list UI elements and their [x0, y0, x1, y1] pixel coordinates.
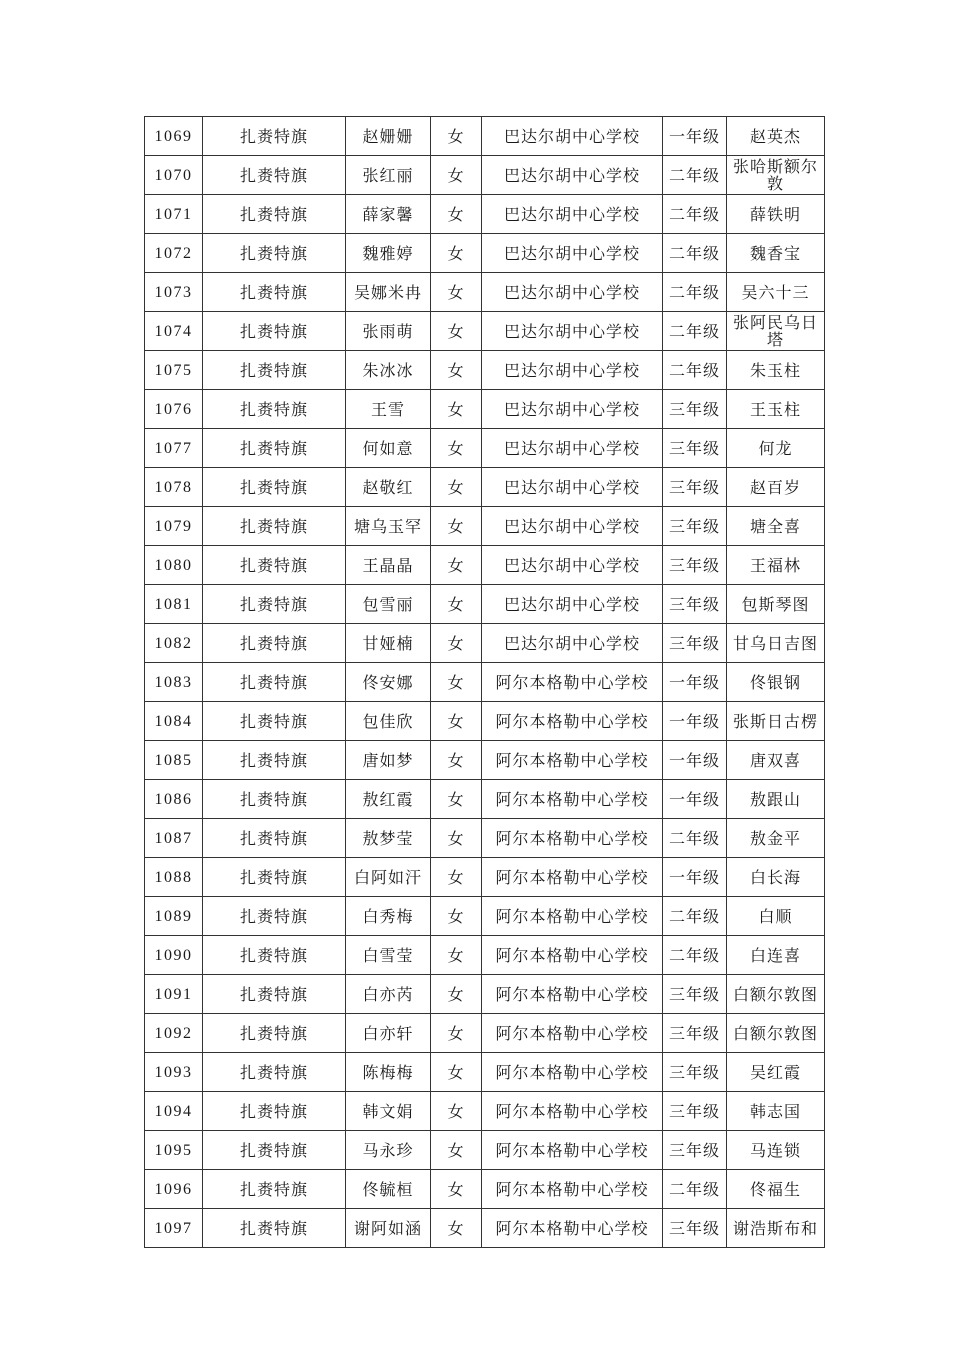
cell-student-name: 王晶晶	[346, 546, 431, 585]
cell-guardian: 敖跟山	[727, 780, 825, 819]
cell-student-name: 魏雅婷	[346, 234, 431, 273]
cell-gender: 女	[431, 741, 482, 780]
cell-banner: 扎赉特旗	[203, 351, 346, 390]
table-row	[145, 819, 825, 858]
cell-school: 巴达尔胡中心学校	[482, 234, 663, 273]
cell-banner: 扎赉特旗	[203, 117, 346, 156]
cell-grade: 二年级	[663, 156, 727, 195]
cell-banner: 扎赉特旗	[203, 429, 346, 468]
cell-number: 1078	[145, 468, 203, 507]
cell-guardian: 朱玉柱	[727, 351, 825, 390]
cell-grade: 一年级	[663, 858, 727, 897]
cell-number: 1094	[145, 1092, 203, 1131]
cell-grade: 三年级	[663, 429, 727, 468]
cell-student-name: 薛家馨	[346, 195, 431, 234]
cell-number: 1084	[145, 702, 203, 741]
cell-grade: 三年级	[663, 975, 727, 1014]
cell-number: 1072	[145, 234, 203, 273]
cell-grade: 二年级	[663, 312, 727, 351]
cell-school: 阿尔本格勒中心学校	[482, 897, 663, 936]
cell-school: 巴达尔胡中心学校	[482, 624, 663, 663]
cell-banner: 扎赉特旗	[203, 897, 346, 936]
cell-student-name: 赵敬红	[346, 468, 431, 507]
table-row	[145, 1209, 825, 1248]
cell-grade: 二年级	[663, 819, 727, 858]
cell-gender: 女	[431, 1170, 482, 1209]
table-row	[145, 273, 825, 312]
cell-guardian: 白连喜	[727, 936, 825, 975]
cell-grade: 三年级	[663, 468, 727, 507]
cell-gender: 女	[431, 780, 482, 819]
cell-grade: 三年级	[663, 1014, 727, 1053]
cell-grade: 一年级	[663, 663, 727, 702]
cell-banner: 扎赉特旗	[203, 156, 346, 195]
cell-gender: 女	[431, 156, 482, 195]
cell-banner: 扎赉特旗	[203, 234, 346, 273]
cell-gender: 女	[431, 468, 482, 507]
table-row	[145, 663, 825, 702]
cell-grade: 二年级	[663, 897, 727, 936]
table-row	[145, 780, 825, 819]
cell-guardian: 薛铁明	[727, 195, 825, 234]
cell-gender: 女	[431, 351, 482, 390]
table-row	[145, 507, 825, 546]
cell-school: 巴达尔胡中心学校	[482, 351, 663, 390]
cell-student-name: 佟安娜	[346, 663, 431, 702]
cell-gender: 女	[431, 858, 482, 897]
cell-guardian: 吴六十三	[727, 273, 825, 312]
cell-student-name: 白雪莹	[346, 936, 431, 975]
cell-gender: 女	[431, 273, 482, 312]
cell-grade: 一年级	[663, 741, 727, 780]
cell-number: 1081	[145, 585, 203, 624]
cell-guardian: 白额尔敦图	[727, 1014, 825, 1053]
cell-guardian: 佟银钢	[727, 663, 825, 702]
cell-grade: 二年级	[663, 234, 727, 273]
cell-number: 1070	[145, 156, 203, 195]
cell-banner: 扎赉特旗	[203, 390, 346, 429]
cell-banner: 扎赉特旗	[203, 780, 346, 819]
cell-number: 1080	[145, 546, 203, 585]
cell-number: 1091	[145, 975, 203, 1014]
cell-school: 巴达尔胡中心学校	[482, 117, 663, 156]
cell-number: 1079	[145, 507, 203, 546]
cell-grade: 三年级	[663, 1092, 727, 1131]
cell-guardian: 白额尔敦图	[727, 975, 825, 1014]
cell-grade: 三年级	[663, 507, 727, 546]
table-row	[145, 390, 825, 429]
cell-guardian: 何龙	[727, 429, 825, 468]
cell-grade: 二年级	[663, 351, 727, 390]
cell-gender: 女	[431, 975, 482, 1014]
table-row	[145, 195, 825, 234]
cell-school: 巴达尔胡中心学校	[482, 312, 663, 351]
cell-guardian: 王福林	[727, 546, 825, 585]
cell-gender: 女	[431, 936, 482, 975]
cell-guardian: 塘全喜	[727, 507, 825, 546]
cell-banner: 扎赉特旗	[203, 975, 346, 1014]
cell-guardian: 赵百岁	[727, 468, 825, 507]
cell-student-name: 白亦轩	[346, 1014, 431, 1053]
cell-school: 阿尔本格勒中心学校	[482, 663, 663, 702]
cell-guardian: 白顺	[727, 897, 825, 936]
cell-school: 阿尔本格勒中心学校	[482, 741, 663, 780]
cell-banner: 扎赉特旗	[203, 273, 346, 312]
cell-banner: 扎赉特旗	[203, 624, 346, 663]
cell-school: 阿尔本格勒中心学校	[482, 1209, 663, 1248]
table-row	[145, 1131, 825, 1170]
cell-student-name: 敖红霞	[346, 780, 431, 819]
cell-number: 1071	[145, 195, 203, 234]
cell-school: 巴达尔胡中心学校	[482, 156, 663, 195]
cell-banner: 扎赉特旗	[203, 1170, 346, 1209]
cell-school: 巴达尔胡中心学校	[482, 429, 663, 468]
cell-number: 1089	[145, 897, 203, 936]
cell-student-name: 马永珍	[346, 1131, 431, 1170]
cell-number: 1069	[145, 117, 203, 156]
cell-grade: 二年级	[663, 195, 727, 234]
cell-banner: 扎赉特旗	[203, 585, 346, 624]
cell-grade: 三年级	[663, 546, 727, 585]
cell-number: 1075	[145, 351, 203, 390]
cell-grade: 三年级	[663, 1209, 727, 1248]
cell-student-name: 白阿如汗	[346, 858, 431, 897]
table-row	[145, 936, 825, 975]
cell-number: 1088	[145, 858, 203, 897]
table-row	[145, 156, 825, 195]
cell-gender: 女	[431, 663, 482, 702]
cell-student-name: 韩文娟	[346, 1092, 431, 1131]
cell-number: 1082	[145, 624, 203, 663]
table-row	[145, 1092, 825, 1131]
cell-gender: 女	[431, 1014, 482, 1053]
cell-guardian: 包斯琴图	[727, 585, 825, 624]
table-row	[145, 1170, 825, 1209]
cell-number: 1095	[145, 1131, 203, 1170]
cell-gender: 女	[431, 429, 482, 468]
cell-number: 1092	[145, 1014, 203, 1053]
cell-school: 巴达尔胡中心学校	[482, 585, 663, 624]
table-row	[145, 702, 825, 741]
cell-banner: 扎赉特旗	[203, 1014, 346, 1053]
cell-gender: 女	[431, 1053, 482, 1092]
cell-student-name: 佟毓桓	[346, 1170, 431, 1209]
cell-gender: 女	[431, 390, 482, 429]
cell-gender: 女	[431, 117, 482, 156]
cell-gender: 女	[431, 819, 482, 858]
cell-school: 阿尔本格勒中心学校	[482, 702, 663, 741]
cell-student-name: 白秀梅	[346, 897, 431, 936]
cell-student-name: 张雨萌	[346, 312, 431, 351]
cell-guardian: 张哈斯额尔敦	[727, 156, 825, 195]
cell-banner: 扎赉特旗	[203, 312, 346, 351]
cell-banner: 扎赉特旗	[203, 1131, 346, 1170]
cell-student-name: 陈梅梅	[346, 1053, 431, 1092]
cell-number: 1076	[145, 390, 203, 429]
cell-number: 1077	[145, 429, 203, 468]
table-row	[145, 1014, 825, 1053]
cell-banner: 扎赉特旗	[203, 819, 346, 858]
cell-number: 1090	[145, 936, 203, 975]
table-row	[145, 234, 825, 273]
cell-grade: 三年级	[663, 1131, 727, 1170]
cell-student-name: 王雪	[346, 390, 431, 429]
cell-banner: 扎赉特旗	[203, 858, 346, 897]
cell-banner: 扎赉特旗	[203, 1092, 346, 1131]
table-row	[145, 429, 825, 468]
cell-banner: 扎赉特旗	[203, 507, 346, 546]
cell-number: 1086	[145, 780, 203, 819]
cell-school: 巴达尔胡中心学校	[482, 468, 663, 507]
cell-guardian: 敖金平	[727, 819, 825, 858]
cell-number: 1085	[145, 741, 203, 780]
cell-number: 1097	[145, 1209, 203, 1248]
cell-school: 阿尔本格勒中心学校	[482, 1014, 663, 1053]
cell-student-name: 唐如梦	[346, 741, 431, 780]
cell-grade: 二年级	[663, 1170, 727, 1209]
cell-number: 1093	[145, 1053, 203, 1092]
cell-student-name: 塘乌玉罕	[346, 507, 431, 546]
cell-school: 阿尔本格勒中心学校	[482, 780, 663, 819]
cell-student-name: 白亦芮	[346, 975, 431, 1014]
cell-student-name: 敖梦莹	[346, 819, 431, 858]
table-row	[145, 312, 825, 351]
cell-school: 阿尔本格勒中心学校	[482, 1053, 663, 1092]
cell-banner: 扎赉特旗	[203, 702, 346, 741]
table-row	[145, 897, 825, 936]
cell-guardian: 马连锁	[727, 1131, 825, 1170]
cell-student-name: 何如意	[346, 429, 431, 468]
table-row	[145, 351, 825, 390]
cell-school: 巴达尔胡中心学校	[482, 507, 663, 546]
cell-number: 1096	[145, 1170, 203, 1209]
table-row	[145, 858, 825, 897]
cell-grade: 一年级	[663, 780, 727, 819]
cell-gender: 女	[431, 195, 482, 234]
cell-grade: 一年级	[663, 702, 727, 741]
table-row	[145, 741, 825, 780]
cell-school: 阿尔本格勒中心学校	[482, 1170, 663, 1209]
table-row	[145, 468, 825, 507]
table-row	[145, 975, 825, 1014]
cell-school: 阿尔本格勒中心学校	[482, 819, 663, 858]
cell-number: 1074	[145, 312, 203, 351]
cell-guardian: 韩志国	[727, 1092, 825, 1131]
cell-banner: 扎赉特旗	[203, 741, 346, 780]
cell-number: 1073	[145, 273, 203, 312]
cell-student-name: 吴娜米冉	[346, 273, 431, 312]
student-roster-table	[144, 116, 825, 1248]
cell-school: 巴达尔胡中心学校	[482, 390, 663, 429]
cell-school: 巴达尔胡中心学校	[482, 273, 663, 312]
cell-student-name: 朱冰冰	[346, 351, 431, 390]
cell-guardian: 唐双喜	[727, 741, 825, 780]
cell-student-name: 甘娅楠	[346, 624, 431, 663]
cell-guardian: 魏香宝	[727, 234, 825, 273]
cell-gender: 女	[431, 1209, 482, 1248]
cell-gender: 女	[431, 1131, 482, 1170]
cell-banner: 扎赉特旗	[203, 1209, 346, 1248]
cell-gender: 女	[431, 312, 482, 351]
cell-banner: 扎赉特旗	[203, 663, 346, 702]
cell-guardian: 张斯日古楞	[727, 702, 825, 741]
cell-banner: 扎赉特旗	[203, 546, 346, 585]
cell-guardian: 甘乌日吉图	[727, 624, 825, 663]
cell-student-name: 包雪丽	[346, 585, 431, 624]
cell-banner: 扎赉特旗	[203, 468, 346, 507]
cell-guardian: 吴红霞	[727, 1053, 825, 1092]
table-row	[145, 546, 825, 585]
cell-student-name: 谢阿如涵	[346, 1209, 431, 1248]
cell-gender: 女	[431, 507, 482, 546]
cell-grade: 三年级	[663, 390, 727, 429]
cell-school: 巴达尔胡中心学校	[482, 195, 663, 234]
cell-grade: 三年级	[663, 585, 727, 624]
cell-student-name: 包佳欣	[346, 702, 431, 741]
cell-school: 巴达尔胡中心学校	[482, 546, 663, 585]
cell-school: 阿尔本格勒中心学校	[482, 975, 663, 1014]
cell-guardian: 白长海	[727, 858, 825, 897]
cell-student-name: 赵姗姗	[346, 117, 431, 156]
cell-school: 阿尔本格勒中心学校	[482, 936, 663, 975]
table-row	[145, 624, 825, 663]
cell-gender: 女	[431, 585, 482, 624]
cell-gender: 女	[431, 546, 482, 585]
cell-grade: 二年级	[663, 273, 727, 312]
cell-number: 1083	[145, 663, 203, 702]
cell-gender: 女	[431, 234, 482, 273]
cell-number: 1087	[145, 819, 203, 858]
cell-banner: 扎赉特旗	[203, 1053, 346, 1092]
cell-guardian: 佟福生	[727, 1170, 825, 1209]
cell-guardian: 王玉柱	[727, 390, 825, 429]
cell-grade: 二年级	[663, 936, 727, 975]
cell-guardian: 赵英杰	[727, 117, 825, 156]
cell-grade: 三年级	[663, 624, 727, 663]
table-row	[145, 117, 825, 156]
roster-body	[145, 117, 825, 1248]
cell-gender: 女	[431, 702, 482, 741]
table-row	[145, 1053, 825, 1092]
cell-gender: 女	[431, 624, 482, 663]
cell-guardian: 张阿民乌日塔	[727, 312, 825, 351]
cell-school: 阿尔本格勒中心学校	[482, 1131, 663, 1170]
cell-school: 阿尔本格勒中心学校	[482, 1092, 663, 1131]
cell-gender: 女	[431, 897, 482, 936]
cell-student-name: 张红丽	[346, 156, 431, 195]
cell-banner: 扎赉特旗	[203, 195, 346, 234]
table-row	[145, 585, 825, 624]
cell-guardian: 谢浩斯布和	[727, 1209, 825, 1248]
cell-banner: 扎赉特旗	[203, 936, 346, 975]
cell-grade: 三年级	[663, 1053, 727, 1092]
cell-grade: 一年级	[663, 117, 727, 156]
cell-gender: 女	[431, 1092, 482, 1131]
cell-school: 阿尔本格勒中心学校	[482, 858, 663, 897]
